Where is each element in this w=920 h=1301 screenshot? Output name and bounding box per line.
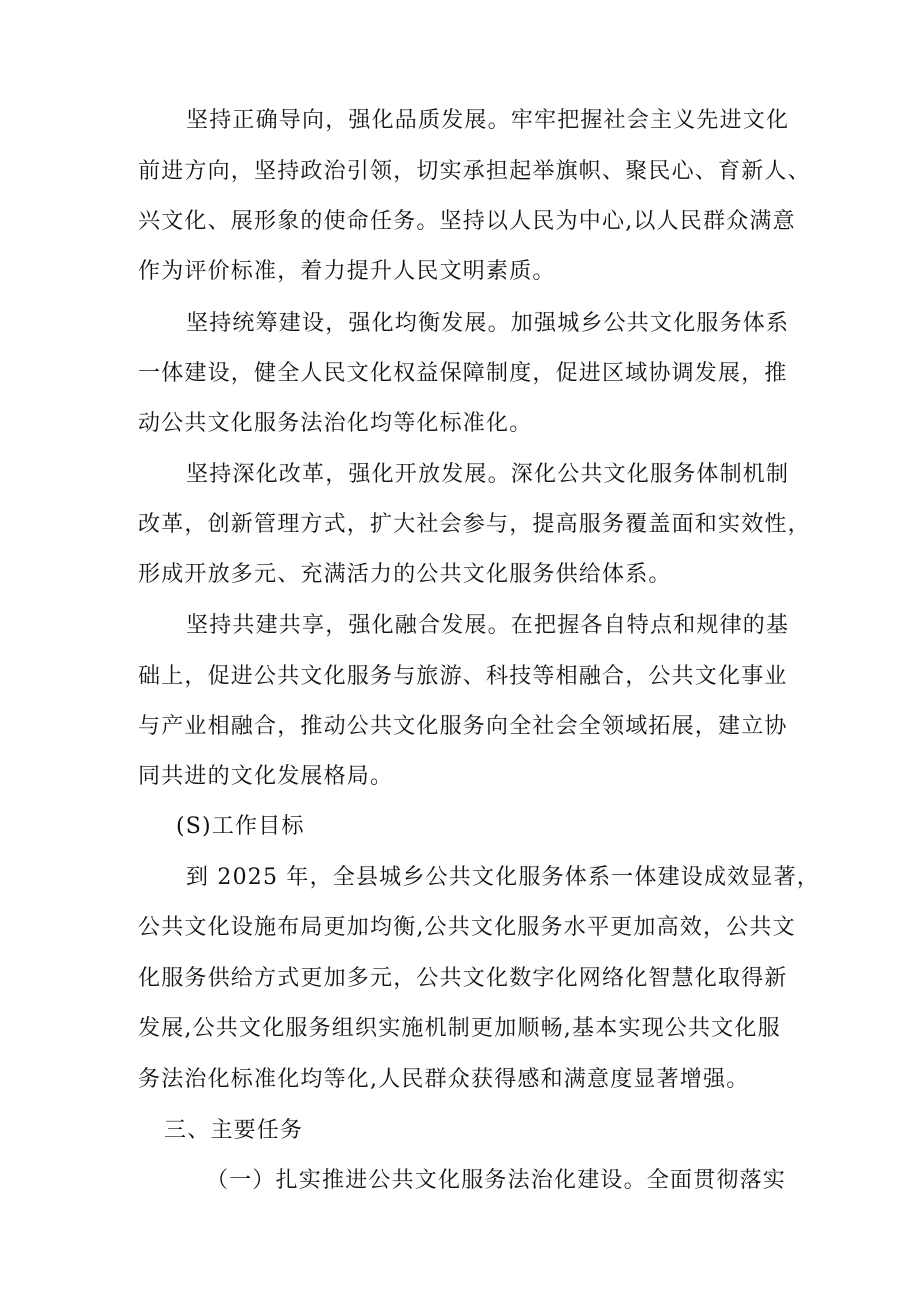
paragraph-line: 化服务供给方式更加多元，公共文化数字化网络化智慧化取得新: [138, 966, 788, 991]
paragraph-line: 作为评价标准，着力提升人民文明素质。: [138, 259, 556, 284]
paragraph-line: 前进方向，坚持政治引领，切实承担起举旗帜、聚民心、育新人、: [138, 159, 811, 184]
paragraph-line: 同共进的文化发展格局。: [138, 764, 394, 789]
paragraph-line: 一体建设，健全人民文化权益保障制度，促进区域协调发展，推: [138, 361, 788, 386]
paragraph-line: 坚持正确导向，强化品质发展。牢牢把握社会主义先进文化: [186, 108, 790, 133]
paragraph-line: 改革，创新管理方式，扩大社会参与，提高服务覆盖面和实效性，: [138, 512, 811, 537]
paragraph-line: （一）扎实推进公共文化服务法治化建设。全面贯彻落实: [206, 1168, 787, 1193]
paragraph-line: 础上，促进公共文化服务与旅游、科技等相融合，公共文化事业: [138, 664, 788, 689]
paragraph-line: 形成开放多元、充满活力的公共文化服务供给体系。: [138, 562, 672, 587]
paragraph-line: 动公共文化服务法治化均等化标准化。: [138, 411, 533, 436]
paragraph-line: 坚持统筹建设，强化均衡发展。加强城乡公共文化服务体系: [186, 311, 790, 336]
paragraph-line: 务法治化标准化均等化,人民群众获得感和满意度显著增强。: [138, 1067, 750, 1092]
section-heading: 三、主要任务: [164, 1118, 304, 1143]
paragraph-line: 坚持共建共享，强化融合发展。在把握各自特点和规律的基: [186, 613, 790, 638]
paragraph-line: 到 2025 年，全县城乡公共文化服务体系一体建设成效显著，: [186, 865, 820, 890]
section-heading: (S)工作目标: [176, 814, 305, 839]
paragraph-line: 兴文化、展形象的使命任务。坚持以人民为中心,以人民群众满意: [138, 209, 796, 234]
paragraph-line: 公共文化设施布局更加均衡,公共文化服务水平更加高效，公共文: [138, 915, 796, 940]
paragraph-line: 发展,公共文化服务组织实施机制更加顺畅,基本实现公共文化服: [138, 1016, 781, 1041]
paragraph-line: 坚持深化改革，强化开放发展。深化公共文化服务体制机制: [186, 462, 790, 487]
paragraph-line: 与产业相融合，推动公共文化服务向全社会全领域拓展，建立协: [138, 714, 788, 739]
